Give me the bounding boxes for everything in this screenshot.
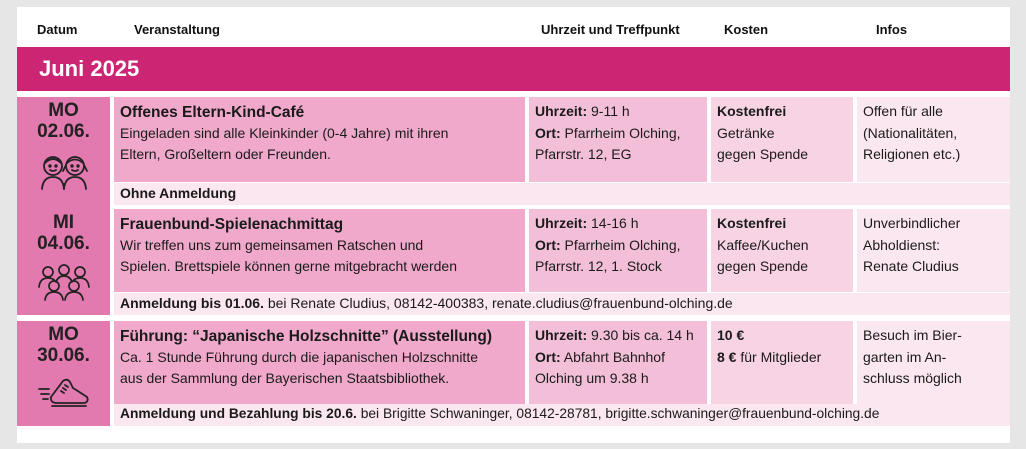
event-cost-cell xyxy=(711,97,853,182)
event-title-cell xyxy=(114,209,525,292)
event-date-cell xyxy=(17,97,110,209)
event-date: 04.06. xyxy=(37,233,90,254)
info-line: Besuch im Bier- xyxy=(863,327,962,343)
children-icon xyxy=(37,151,91,191)
event-description: Eltern, Großeltern oder Freunden. xyxy=(120,146,331,162)
event-description: Wir treffen uns zum gemeinsamen Ratschen und xyxy=(120,237,424,253)
cost-note: gegen Spende xyxy=(717,258,809,274)
time-value: 9-11 h xyxy=(587,103,630,119)
event-time-place-cell xyxy=(529,209,707,292)
registration-deadline: Anmeldung und Bezahlung bis 20.6. xyxy=(120,406,357,421)
event-title-cell xyxy=(114,321,525,404)
cost-note: gegen Spende xyxy=(717,146,809,162)
event-cost-cell xyxy=(711,209,853,292)
info-line: Abholdienst: xyxy=(863,236,941,253)
registration-contact: bei Renate Cludius, 08142-400383, renate.cludius@frauenbund-olching.de xyxy=(263,295,733,311)
place-line: Pfarrstr. 12, 1. Stock xyxy=(535,258,662,274)
cost-member-price: 8 € xyxy=(717,348,737,365)
header-event: Veranstaltung xyxy=(134,22,220,37)
event-time-place-cell xyxy=(529,321,707,404)
place-label: Ort: xyxy=(535,124,561,141)
cost-note: Kaffee/Kuchen xyxy=(717,236,809,253)
info-line: Renate Cludius xyxy=(863,258,959,274)
event-cost-cell xyxy=(711,321,853,404)
place-label: Ort: xyxy=(535,348,561,365)
registration-deadline: Anmeldung bis 01.06. xyxy=(120,295,264,311)
event-date: 30.06. xyxy=(37,345,90,366)
cost-main: Kostenfrei xyxy=(717,103,787,119)
running-shoe-icon xyxy=(37,375,91,411)
event-weekday: MI xyxy=(52,212,75,233)
time-value: 9.30 bis ca. 14 h xyxy=(587,327,694,343)
event-title-cell xyxy=(114,97,525,182)
event-info-cell xyxy=(857,321,1010,404)
header-date: Datum xyxy=(37,22,78,37)
place-line: Olching um 9.38 h xyxy=(535,370,649,386)
place-value: Pfarrheim Olching, xyxy=(560,124,681,141)
event-info-cell xyxy=(857,209,1010,292)
place-label: Ort: xyxy=(535,236,561,253)
event-registration-note xyxy=(114,404,1010,426)
event-weekday: MO xyxy=(48,100,79,121)
event-registration-note xyxy=(114,183,1010,205)
info-line: Offen für alle xyxy=(863,103,943,119)
event-description: Ca. 1 Stunde Führung durch die japanischen Holzschnitte xyxy=(120,349,478,365)
event-time-place-cell xyxy=(529,97,707,182)
header-info: Infos xyxy=(876,22,908,37)
cost-main: Kostenfrei xyxy=(717,215,787,231)
info-line: Unverbindlicher xyxy=(863,215,961,231)
event-registration-note xyxy=(114,293,1010,315)
place-value: Pfarrheim Olching, xyxy=(560,236,681,253)
event-description: aus der Sammlung der Bayerischen Staatsbibliothek. xyxy=(120,370,450,386)
time-label: Uhrzeit: xyxy=(535,215,588,231)
cost-note: für Mitglieder xyxy=(736,348,822,365)
info-line: (Nationalitäten, xyxy=(863,124,958,141)
event-weekday: MO xyxy=(48,324,79,345)
place-value: Abfahrt Bahnhof xyxy=(560,348,665,365)
event-title: Frauenbund-Spielenachmittag xyxy=(120,216,344,233)
info-line: Religionen etc.) xyxy=(863,146,961,162)
group-icon xyxy=(37,263,91,301)
event-title: Führung: “Japanische Holzschnitte” (Ausstellung) xyxy=(120,328,493,345)
event-date: 02.06. xyxy=(37,121,90,142)
event-description: Eingeladen sind alle Kleinkinder (0-4 Jahre) mit ihren xyxy=(120,125,449,141)
place-line: Pfarrstr. 12, EG xyxy=(535,146,632,162)
header-time-place: Uhrzeit und Treffpunkt xyxy=(541,22,680,37)
event-date-cell xyxy=(17,321,110,426)
registration-deadline: Ohne Anmeldung xyxy=(120,185,237,201)
time-label: Uhrzeit: xyxy=(535,327,588,343)
cost-note: Getränke xyxy=(717,124,775,141)
event-date-cell xyxy=(17,209,110,315)
event-title: Offenes Eltern-Kind-Café xyxy=(120,104,305,121)
month-title: Juni 2025 xyxy=(39,56,140,81)
registration-contact: bei Brigitte Schwaninger, 08142-28781, brigitte.schwaninger@frauenbund-olching.de xyxy=(356,406,880,421)
month-banner xyxy=(17,47,1010,91)
event-info-cell xyxy=(857,97,1010,182)
event-description: Spielen. Brettspiele können gerne mitgebracht werden xyxy=(120,258,457,274)
cost-main: 10 € xyxy=(717,327,745,343)
info-line: garten im An- xyxy=(863,348,947,365)
time-label: Uhrzeit: xyxy=(535,103,588,119)
info-line: schluss möglich xyxy=(863,370,962,386)
time-value: 14-16 h xyxy=(587,215,639,231)
event-calendar xyxy=(17,7,1010,443)
header-cost: Kosten xyxy=(724,22,769,37)
